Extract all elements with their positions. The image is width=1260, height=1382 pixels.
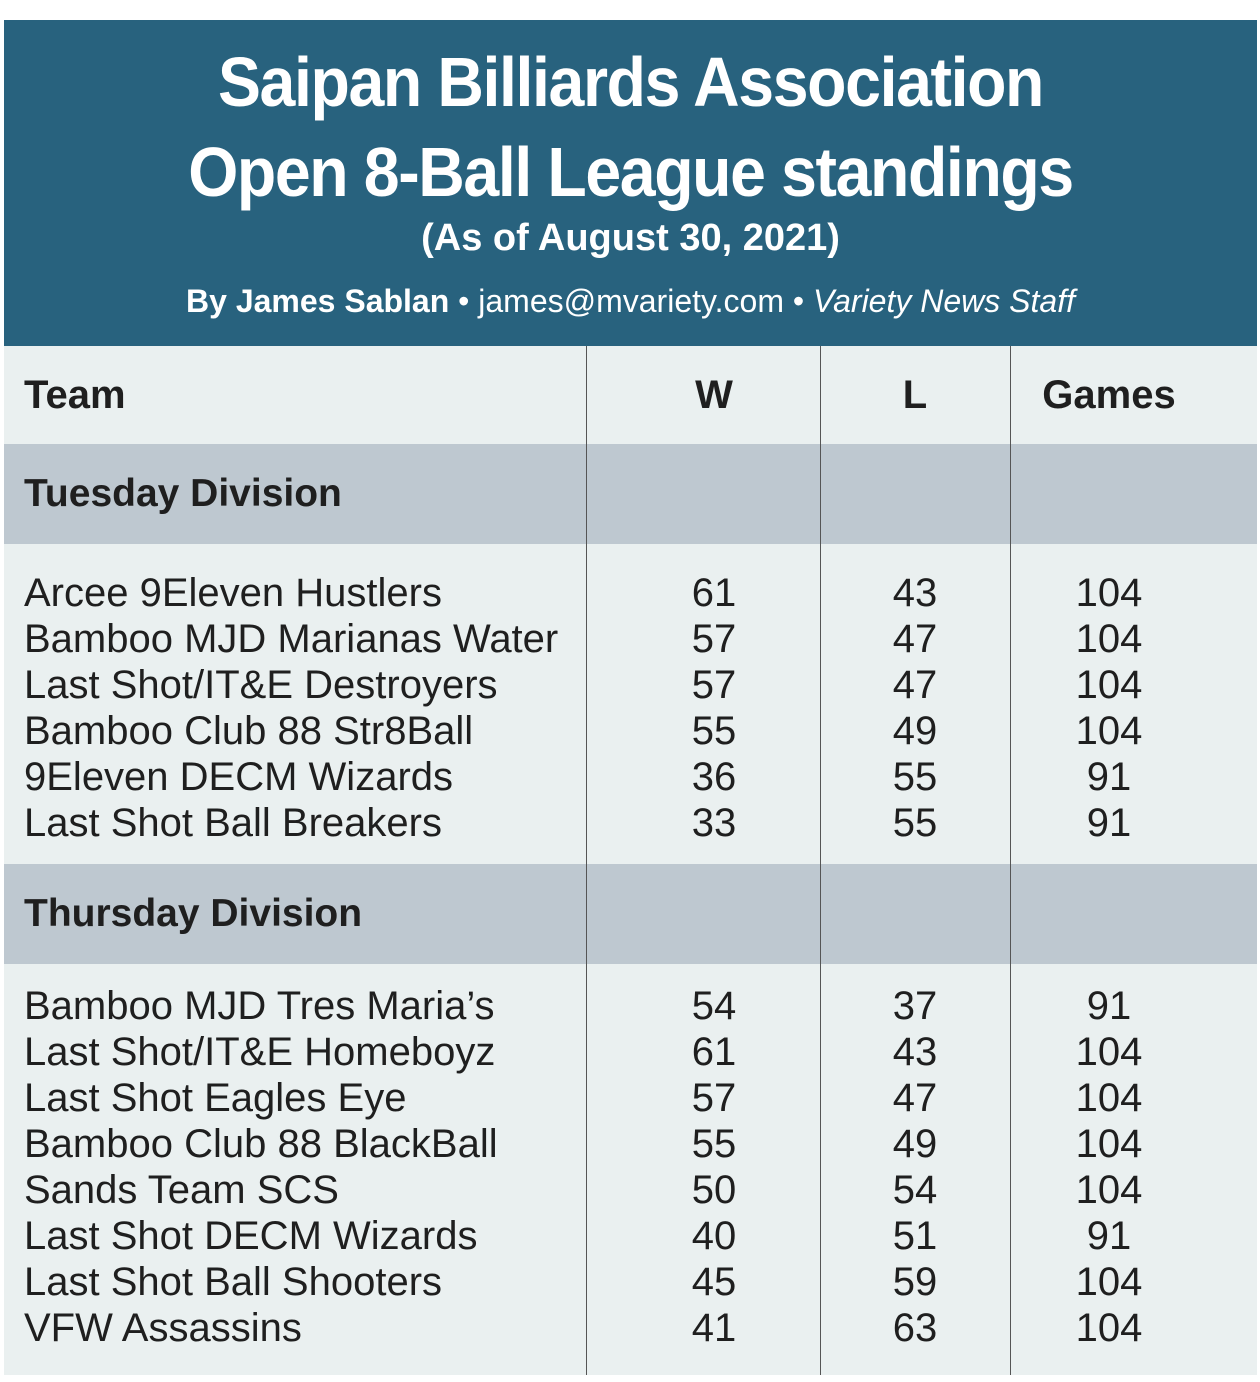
losses-cell: 37 [892,984,938,1028]
losses-cell: 49 [892,709,938,753]
losses-cell: 43 [892,571,938,615]
team-name-cell: Last Shot Eagles Eye [24,1076,407,1120]
losses-cell: 54 [892,1168,938,1212]
losses-cell: 49 [892,1122,938,1166]
wins-cell: 33 [691,801,737,845]
wins-cell: 55 [691,1122,737,1166]
team-name-cell: Last Shot/IT&E Destroyers [24,663,498,707]
team-name-cell: VFW Assassins [24,1306,302,1350]
byline [4,282,1257,320]
column-header-team: Team [24,373,126,417]
table-row [4,1029,1257,1075]
losses-cell: 59 [892,1260,938,1304]
column-header-games: Games [1042,373,1176,417]
team-name-cell: 9Eleven DECM Wizards [24,755,454,799]
table-row [4,1305,1257,1351]
team-name-cell: Last Shot/IT&E Homeboyz [24,1030,496,1074]
byline-staff: Variety News Staff [812,283,1075,319]
byline-author: By James Sablan [186,283,450,319]
games-cell: 104 [1075,1076,1143,1120]
table-row [4,754,1257,800]
losses-cell: 55 [892,755,938,799]
losses-cell: 51 [892,1214,938,1258]
losses-cell: 47 [892,663,938,707]
wins-cell: 40 [691,1214,737,1258]
losses-cell: 47 [892,617,938,661]
table-row [4,1259,1257,1305]
games-cell: 104 [1075,1122,1143,1166]
byline-email: james@mvariety.com [478,283,784,319]
wins-cell: 57 [691,1076,737,1120]
table-row [4,1121,1257,1167]
games-cell: 91 [1086,755,1132,799]
team-name-cell: Bamboo Club 88 Str8Ball [24,709,474,753]
team-name-cell: Sands Team SCS [24,1168,339,1212]
column-header-row [4,346,1257,444]
byline-separator: • [458,283,470,319]
games-cell: 104 [1075,663,1143,707]
games-cell: 91 [1086,801,1132,845]
team-name-cell: Last Shot DECM Wizards [24,1214,478,1258]
division-band-tuesday [4,444,1257,544]
games-cell: 91 [1086,984,1132,1028]
games-cell: 104 [1075,617,1143,661]
title-line-2: Open 8-Ball League standings [188,133,1073,211]
division-title: Tuesday Division [24,472,342,515]
table-row [4,616,1257,662]
losses-cell: 47 [892,1076,938,1120]
games-cell: 91 [1086,1214,1132,1258]
column-header-w: W [695,373,733,417]
table-row [4,662,1257,708]
table-row [4,983,1257,1029]
games-cell: 104 [1075,1168,1143,1212]
team-name-cell: Last Shot Ball Breakers [24,801,442,845]
wins-cell: 54 [691,984,737,1028]
table-row [4,1075,1257,1121]
division-title: Thursday Division [24,892,363,935]
wins-cell: 57 [691,617,737,661]
table-row [4,800,1257,846]
table-row [4,1213,1257,1259]
wins-cell: 61 [691,1030,737,1074]
byline-separator: • [792,283,805,319]
losses-cell: 43 [892,1030,938,1074]
games-cell: 104 [1075,709,1143,753]
subtitle-date: (As of August 30, 2021) [421,217,840,259]
wins-cell: 55 [691,709,737,753]
title-line-1: Saipan Billiards Association [217,43,1044,121]
wins-cell: 45 [691,1260,737,1304]
table-row [4,708,1257,754]
wins-cell: 50 [691,1168,737,1212]
column-divider [586,346,587,1375]
wins-cell: 36 [691,755,737,799]
table-row [4,570,1257,616]
standings-graphic [4,20,1257,1375]
games-cell: 104 [1075,1030,1143,1074]
games-cell: 104 [1075,571,1143,615]
team-name-cell: Last Shot Ball Shooters [24,1260,443,1304]
games-cell: 104 [1075,1260,1143,1304]
team-name-cell: Arcee 9Eleven Hustlers [24,571,442,615]
table-row [4,1167,1257,1213]
column-divider [820,346,821,1375]
division-band-thursday [4,864,1257,964]
losses-cell: 63 [892,1306,938,1350]
wins-cell: 61 [691,571,737,615]
team-name-cell: Bamboo MJD Tres Maria’s [24,984,495,1028]
team-name-cell: Bamboo MJD Marianas Water [24,617,559,661]
team-name-cell: Bamboo Club 88 BlackBall [24,1122,498,1166]
column-divider [1010,346,1011,1375]
losses-cell: 55 [892,801,938,845]
games-cell: 104 [1075,1306,1143,1350]
column-header-l: L [902,373,928,417]
wins-cell: 57 [691,663,737,707]
header-banner [4,20,1257,346]
wins-cell: 41 [691,1306,737,1350]
